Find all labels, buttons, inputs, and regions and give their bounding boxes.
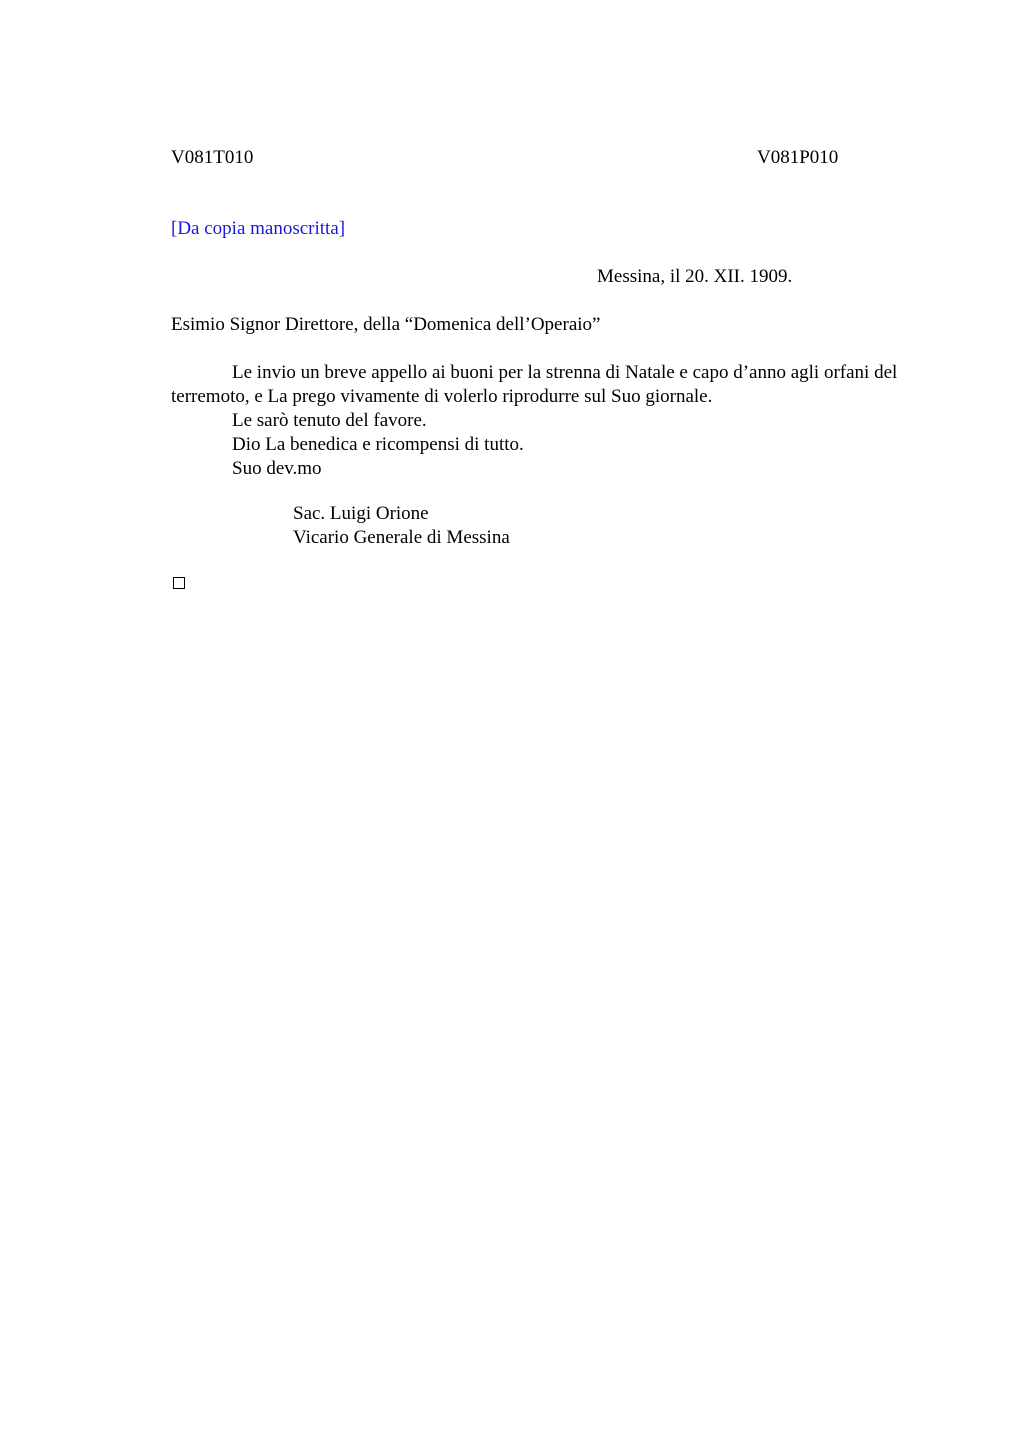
signature-block [293, 502, 510, 550]
document-code-right: V081P010 [757, 147, 839, 168]
closing-line: Suo dev.mo [232, 458, 322, 479]
signature-name: Sac. Luigi Orione [293, 503, 429, 524]
salutation: Esimio Signor Direttore, della “Domenica dell’Operaio” [171, 314, 601, 335]
letter-body [171, 361, 931, 481]
document-code-left: V081T010 [171, 147, 254, 168]
body-paragraph: Le invio un breve appello ai buoni per la strenna di Natale e capo d’anno agli orfani del terremoto, e La prego vivamente di volerlo riprodurre sul Suo giornale. [171, 362, 898, 407]
square-box-icon [173, 577, 185, 589]
signature-title: Vicario Generale di Messina [293, 527, 510, 548]
body-line-favor: Le sarò tenuto del favore. [232, 410, 427, 431]
body-line-blessing: Dio La benedica e ricompensi di tutto. [232, 434, 524, 455]
place-date: Messina, il 20. XII. 1909. [597, 266, 793, 287]
source-note: [Da copia manoscritta] [171, 218, 346, 239]
